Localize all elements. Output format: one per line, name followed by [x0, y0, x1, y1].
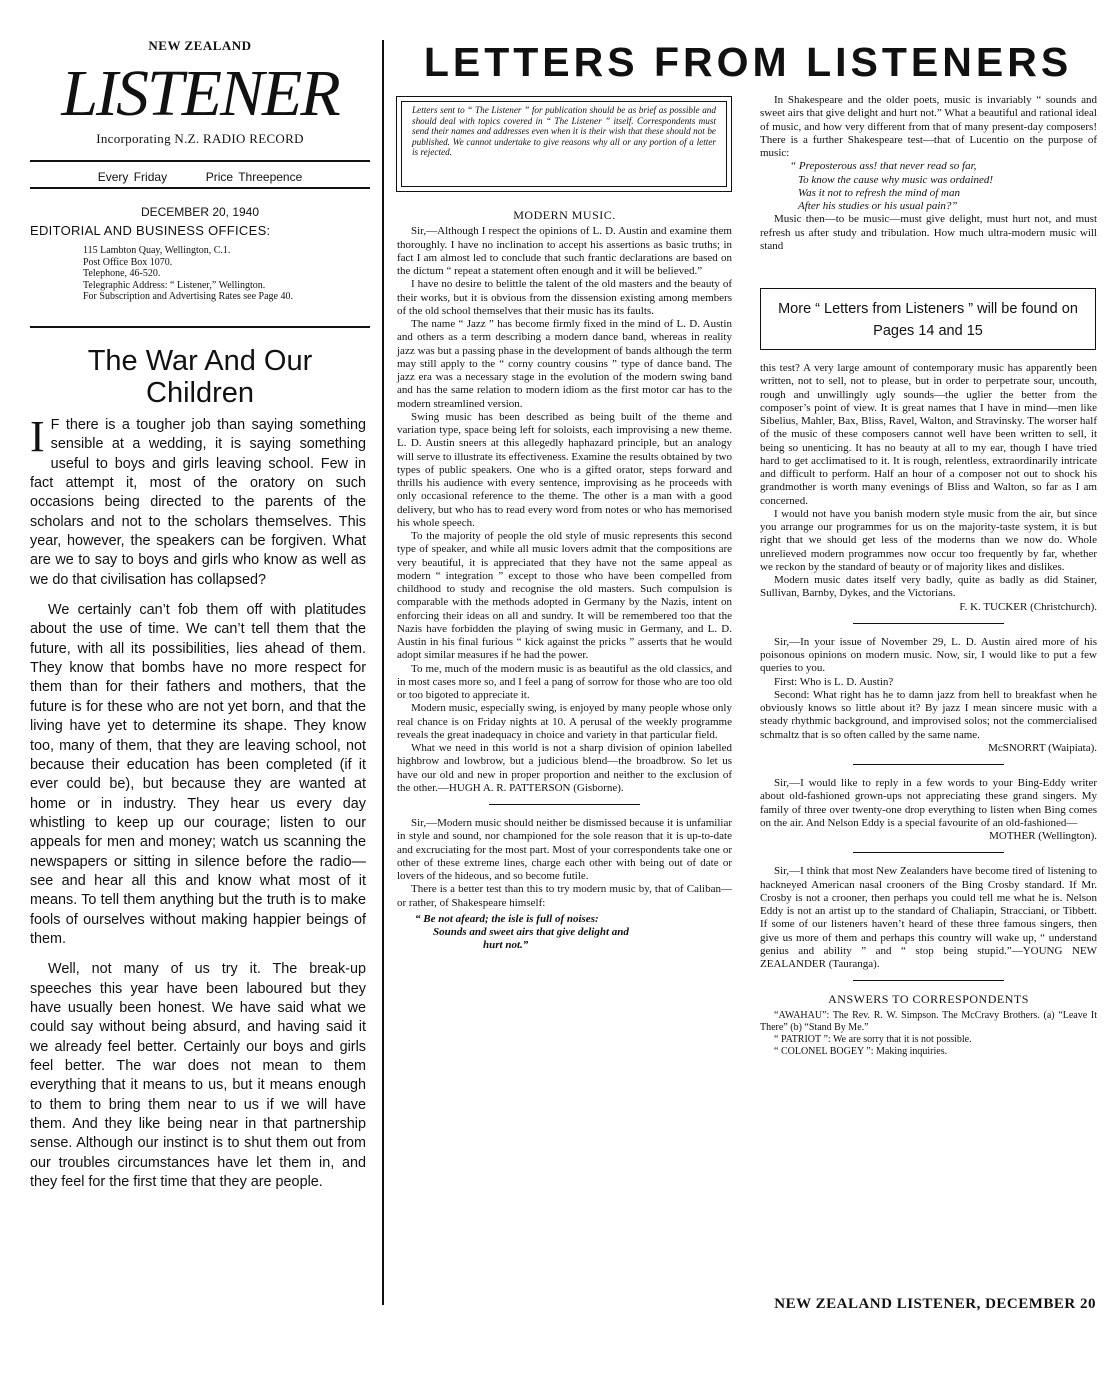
letter-paragraph: I would not have you banish modern style music from the air, but since you arrange our programmes for us on the majority-taste system, it is but right that we should get less of the moderns than we now do. Whole unrelieved modern programmes now occur too frequently by far, whether we reckon by the standard of beauty or of majority likes and dislikes. — [760, 507, 1097, 573]
masthead-price: Price Threepence — [205, 170, 303, 184]
editorial-paragraph: Well, not many of us try it. The break-up speeches this year have been laboured but they have usually been honest. We have said what we could say without being absurd, and having said it we already feel better. Certainly our boys and girls feel better. The war does not mean to them everything that it means to us, but it means enough to them to bring them near to us if we will have them. And they like being near in that partnership sense. Although our instinct is to shut them out from our troubles circumstances have let them in, and they feel for the first time that they are people. — [30, 961, 366, 1191]
editorial-dropcap: I — [30, 412, 45, 461]
masthead-subtitle: Incorporating N.Z. RADIO RECORD — [96, 131, 304, 146]
editorial-body — [30, 412, 366, 1203]
letter-quote-line: After his studies or his usual pain?” — [798, 200, 958, 212]
answer-item: “ PATRIOT ”: We are sorry that it is not possible. — [774, 1033, 972, 1045]
letter-quote-line: hurt not.” — [483, 939, 529, 952]
answers-heading: ANSWERS TO CORRESPONDENTS — [828, 992, 1029, 1007]
answer-item: “ COLONEL BOGEY ”: Making inquiries. — [774, 1045, 948, 1057]
office-telegraphic: Telegraphic Address: “ Listener,” Wellington. — [83, 279, 266, 291]
masthead-title: LISTENER — [61, 57, 339, 130]
masthead-frequency: Every Friday — [97, 170, 168, 184]
letter-paragraph: Swing music has been described as being built of the theme and variation type, space being left for soloists, each improvising a new theme. L. D. Austin sneers at this allegedly haphazard principle, but an analogy will serve to illustrate its effectiveness. Examine the results obtained by two types of public speakers. One who is a gifted orator, steps forward and thrills his audience with every sentence, improvising as he proceeds with only occasional reference to the theme. The other is a man with a good delivery, but who has to read every word from notes or who has memorised his whole speech. — [397, 410, 732, 529]
letter-quote-line: Sounds and sweet airs that give delight and — [433, 926, 629, 938]
answer-item: “AWAHAU”: The Rev. R. W. Simpson. The McCravy Brothers. (a) “Leave It There” (b) “Stand By Me.” — [760, 1009, 1097, 1033]
letter-paragraph: The name “ Jazz ” has become firmly fixed in the mind of L. D. Austin and others as a term describing a modern dance band, whereas in reality jazz was but a passing phase in the development of bands although the term may still apply to the “ corny country cousins ” type of dance band. The jazz era was a necessary stage in the evolution of the modern swing band and has the same relation to modern idiom as the first motor car has to the modern streamlined version. — [397, 318, 732, 410]
masthead-pretitle: NEW ZEALAND — [148, 38, 252, 53]
office-address: 115 Lambton Quay, Wellington, C.1. — [83, 245, 231, 256]
letter-paragraph: Sir,—In your issue of November 29, L. D. Austin aired more of his poisonous opinions on modern music. Now, sir, I would like to put a few queries to you. — [760, 635, 1097, 675]
letter-paragraph: Sir,—Modern music should neither be dismissed because it is unfamiliar in style and sound, nor championed for the sole reason that it is up-to-date and excruciating for the most part. Most of your correspondents take one or other of these extreme lines, charge each other with being out of date or lovers of the hideous, and so become futile. — [397, 817, 732, 882]
page-footer — [740, 1296, 1096, 1313]
letter-paragraph: In Shakespeare and the older poets, music is invariably “ sounds and sweet airs that give delight and hurt not.” What a beautiful and rational ideal of music, and how very different from that of many present-day composers! There is a further Shakespeare test—that of Lucentio on the purpose of music: — [760, 94, 1097, 159]
office-po-box: Post Office Box 1070. — [83, 256, 173, 268]
letter-separator — [489, 804, 640, 805]
office-details — [83, 245, 373, 303]
letter-quote-line: “ Preposterous ass! that never read so far, — [790, 160, 977, 173]
office-telephone: Telephone, 46-520. — [83, 268, 161, 280]
letters-heading: LETTERS FROM LISTENERS — [423, 39, 1073, 85]
letter-paragraph: To the majority of people the old style of music represents this second type of speaker, and while all music lovers admit that the compositions are very beautiful, it is appreciated that they have not the same appeal as modern “ integration ” except to those who have been compelled from childhood to study and recognise the old masters. Such compulsion is comparable with the methods adopted in Germany by the Nazis, intent on enforcing their ideas on all and sundry. It will be remembered too that the Nazis have forbidden the playing of swing music in Germany, and L. D. Austin in his final furious “ kick against the pricks ” asserts that he would adopt similar measures if he had the power. — [397, 530, 732, 662]
letter-separator — [853, 852, 1005, 853]
more-letters-box: More “ Letters from Listeners ” will be found on Pages 14 and 15 — [760, 288, 1096, 350]
letter-separator — [853, 623, 1005, 624]
letter-paragraph: Music then—to be music—must give delight, must hurt not, and must refresh us after study and tribulation. How much ultra-modern music will stand — [760, 213, 1097, 252]
letters-notice-text: Letters sent to “ The Listener ” for publication should be as brief as possible and should deal with topics covered in “ The Listener ” itself. Correspondents must send their names and addresses even when it is their wish that these should not be published. We cannot undertake to give reasons why all or any portion of a letter is rejected. — [401, 101, 727, 187]
editorial-paragraph: We certainly can’t fob them off with platitudes about the use of time. We can’t tell them that the future, with all its possibilities, lies ahead of them. They know that bombs have no more respect for them than for their fathers and mothers, that the future is for these who are not yet born, and that the living have yet to determine its shape. They know too, many of them, that they are leaving school, not because their education has been completed (if it ever could be), but because they are wanted at home or in industry. They hear us every day whistling to keep up our courage; listen to our appeals for men and money; watch us scanning the newspapers or sitting in silence before the radio—see and hear all this and know what most of it means. To tell them anything but the truth is to make fools of ourselves without making happier beings of them. — [30, 602, 366, 947]
letters-middle-column — [397, 205, 732, 953]
masthead-rule-bottom — [30, 187, 370, 189]
column-divider — [382, 40, 384, 1305]
editorial-paragraph: I F there is a tougher job than saying something sensible at a wedding, it is saying something useful to boys and girls leaving school. Few in fact attempt it, most of the oratory on such occasions being directed to the parents of the scholars and not to the scholars themselves. This year, however, the speakers can be forgiven. What are we to say to boys and girls who know as well as we do that civilisation has collapsed? — [30, 412, 366, 588]
letter-paragraph: Sir,—I think that most New Zealanders have become tired of listening to hackneyed American nasal crooners of the Bing Crosby standard. If Mr. Crosby is not a crooner, then perhaps you could tell me what he is. Nelson Eddy is not an artist up to the standard of Chaliapin, Stracciani, or Tibbett. If some of our listeners haven’t heard of these three famous singers, then give us more of them and perhaps this country will wake up, “ understand genius and ability ” and “ stop being stupid.”—YOUNG NEW ZEALANDER (Tauranga). — [760, 865, 1097, 970]
letter-quote-line: “ Be not afeard; the isle is full of noises: — [415, 912, 599, 925]
letter-quote-line: Was it not to refresh the mind of man — [798, 186, 960, 199]
editorial-title: The War And Our Children — [87, 345, 313, 409]
letter-paragraph: Modern music dates itself very badly, quite as badly as did Stainer, Sullivan, Barnby, Dykes, and the Victorians. — [760, 574, 1097, 600]
letter-heading: MODERN MUSIC. — [513, 208, 616, 222]
letter-paragraph: Modern music, especially swing, is enjoyed by many people whose only real chance is on Friday nights at 10. A perusal of the weekly programme reveals the great inadequacy in choice and variety in that particular field. — [397, 702, 732, 741]
letter-separator — [853, 764, 1005, 765]
letter-paragraph: What we need in this world is not a sharp division of opinion labelled highbrow and lowbrow, but a judicious blend—the broadbrow. So let us have our old and new in proper proportion and neither to the exclusion of the other.—HUGH A. R. PATTERSON (Gisborne). — [397, 742, 732, 794]
letter-signature: F. K. TUCKER (Christchurch). — [959, 600, 1097, 613]
masthead-price-line — [30, 170, 370, 184]
masthead-rule-top — [30, 160, 370, 162]
footer-text: NEW ZEALAND LISTENER, DECEMBER 20 — [774, 1296, 1096, 1312]
letter-paragraph: this test? A very large amount of contemporary music has apparently been written, not to sell, not to please, but in order to perpetrate sour, uncouth, rough and unwillingly ugly sounds—the uglier the better from the composer’s point of view. It is great names that I have in mind—men like Sibelius, Mahler, Bax, Bliss, Ravel, Walton, and Stravinsky. The worser half of the music of these composers cannot well have been written to sell, it being so unenticing. It has no beauty at all to my ear, though I have tried hard to get acclimatised to it. It is rough, relentless, extraordinarily intricate and difficult to perform. Half an hour of a composer not out to shock his grandmother is worth many evenings of Bliss and Walton, so far as I am concerned. — [760, 362, 1097, 507]
letters-right-column-top — [760, 94, 1097, 253]
letter-paragraph: To me, much of the modern music is as beautiful as the old classics, and in most cases more so, and I feel a pang of sorrow for those who are too old or too bigoted to appreciate it. — [397, 662, 732, 701]
letters-right-column-bottom — [760, 362, 1097, 1058]
letter-quote-line: To know the cause why music was ordained! — [798, 173, 994, 186]
letter-paragraph: Sir,—I would like to reply in a few words to your Bing-Eddy writer about old-fashioned grown-ups not appreciating these grand singers. My family of three over twenty-one drop everything to listen when Bing comes on the air. And Nelson Eddy is a special favourite of an old-fashioned— — [760, 777, 1097, 829]
issue-date: DECEMBER 20, 1940 — [140, 205, 260, 219]
letter-paragraph: There is a better test than this to try modern music by, that of Caliban—or rather, of Shakespeare himself: — [397, 883, 732, 909]
letter-paragraph: First: Who is L. D. Austin? — [774, 675, 894, 688]
offices-heading: EDITORIAL AND BUSINESS OFFICES: — [30, 223, 271, 238]
letter-paragraph: Second: What right has he to damn jazz from hell to breakfast when he obviously knows so little about it? By jazz I mean sincere music with a steady rhythmic background, and improvised solos; not the commercialised schmaltz that is so often called by the same name. — [760, 688, 1097, 741]
office-rates-note: For Subscription and Advertising Rates see Page 40. — [83, 291, 293, 303]
letter-separator — [853, 980, 1005, 981]
letter-paragraph: Sir,—Although I respect the opinions of L. D. Austin and examine them thoroughly. I have no inclination to accept his assertions as basic truths; in fact I am almost led to conclude that such frantic declarations are based on the dictum “ repeat a statement often enough and it will be believed.” — [397, 225, 732, 277]
letters-notice-box — [396, 96, 732, 192]
letter-signature: MOTHER (Wellington). — [989, 830, 1097, 842]
letter-signature: McSNORRT (Waipiata). — [988, 741, 1097, 754]
letter-paragraph: I have no desire to belittle the talent of the old masters and the beauty of their works, but it is obvious from the dissension existing among members of the old school themselves that their music has its faults. — [397, 278, 732, 317]
editorial-rule — [30, 326, 370, 328]
